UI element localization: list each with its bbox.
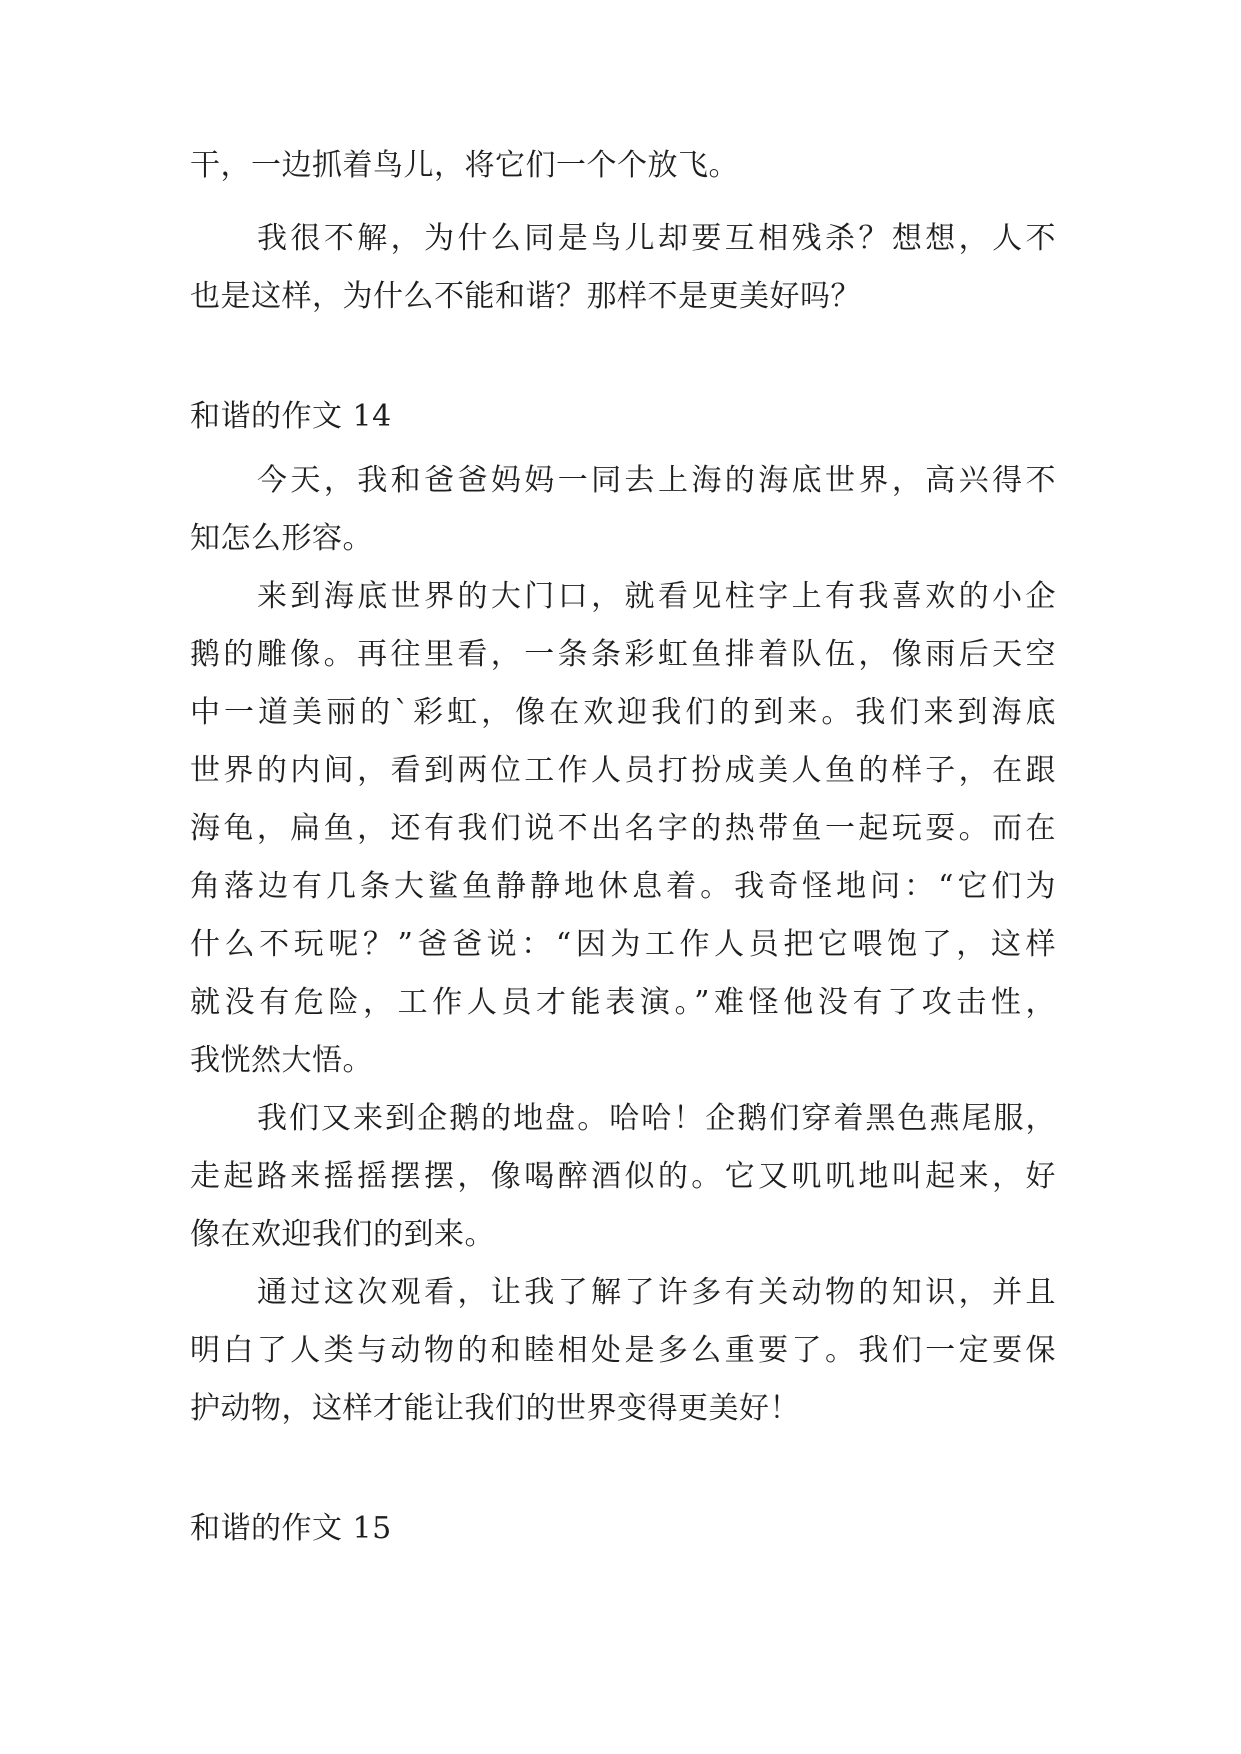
section-heading: 和谐的作文 15 bbox=[190, 1511, 392, 1546]
paragraph-line: 像在欢迎我们的到来。 bbox=[190, 1217, 495, 1252]
paragraph-line: 通过这次观看，让我了解了许多有关动物的知识，并且 bbox=[257, 1275, 1056, 1310]
paragraph-line: 什么不玩呢？”爸爸说：“因为工作人员把它喂饱了，这样 bbox=[190, 927, 1056, 962]
paragraph-line: 鹅的雕像。再往里看，一条条彩虹鱼排着队伍，像雨后天空 bbox=[190, 637, 1056, 672]
paragraph-line: 就没有危险，工作人员才能表演。”难怪他没有了攻击性， bbox=[190, 985, 1056, 1020]
paragraph-line: 我恍然大悟。 bbox=[190, 1043, 373, 1078]
paragraph-line: 我们又来到企鹅的地盘。哈哈！企鹅们穿着黑色燕尾服， bbox=[257, 1101, 1056, 1136]
paragraph-line: 中一道美丽的`彩虹，像在欢迎我们的到来。我们来到海底 bbox=[190, 695, 1056, 730]
paragraph-line: 今天，我和爸爸妈妈一同去上海的海底世界，高兴得不 bbox=[257, 463, 1056, 498]
paragraph-line: 海龟，扁鱼，还有我们说不出名字的热带鱼一起玩耍。而在 bbox=[190, 811, 1056, 846]
paragraph-line: 角落边有几条大鲨鱼静静地休息着。我奇怪地问：“它们为 bbox=[190, 869, 1056, 904]
paragraph-line: 我很不解，为什么同是鸟儿却要互相残杀？想想，人不 bbox=[257, 221, 1056, 256]
paragraph-line: 也是这样，为什么不能和谐？那样不是更美好吗？ bbox=[190, 279, 861, 314]
section-heading: 和谐的作文 14 bbox=[190, 399, 392, 434]
paragraph-line: 世界的内间，看到两位工作人员打扮成美人鱼的样子，在跟 bbox=[190, 753, 1056, 788]
paragraph-line: 明白了人类与动物的和睦相处是多么重要了。我们一定要保 bbox=[190, 1333, 1056, 1368]
paragraph-line: 知怎么形容。 bbox=[190, 521, 373, 556]
paragraph-line: 走起路来摇摇摆摆，像喝醉酒似的。它又叽叽地叫起来，好 bbox=[190, 1159, 1056, 1194]
paragraph-line: 来到海底世界的大门口，就看见柱字上有我喜欢的小企 bbox=[257, 579, 1056, 614]
paragraph-line: 干，一边抓着鸟儿，将它们一个个放飞。 bbox=[190, 148, 739, 183]
paragraph-line: 护动物，这样才能让我们的世界变得更美好！ bbox=[190, 1391, 800, 1426]
